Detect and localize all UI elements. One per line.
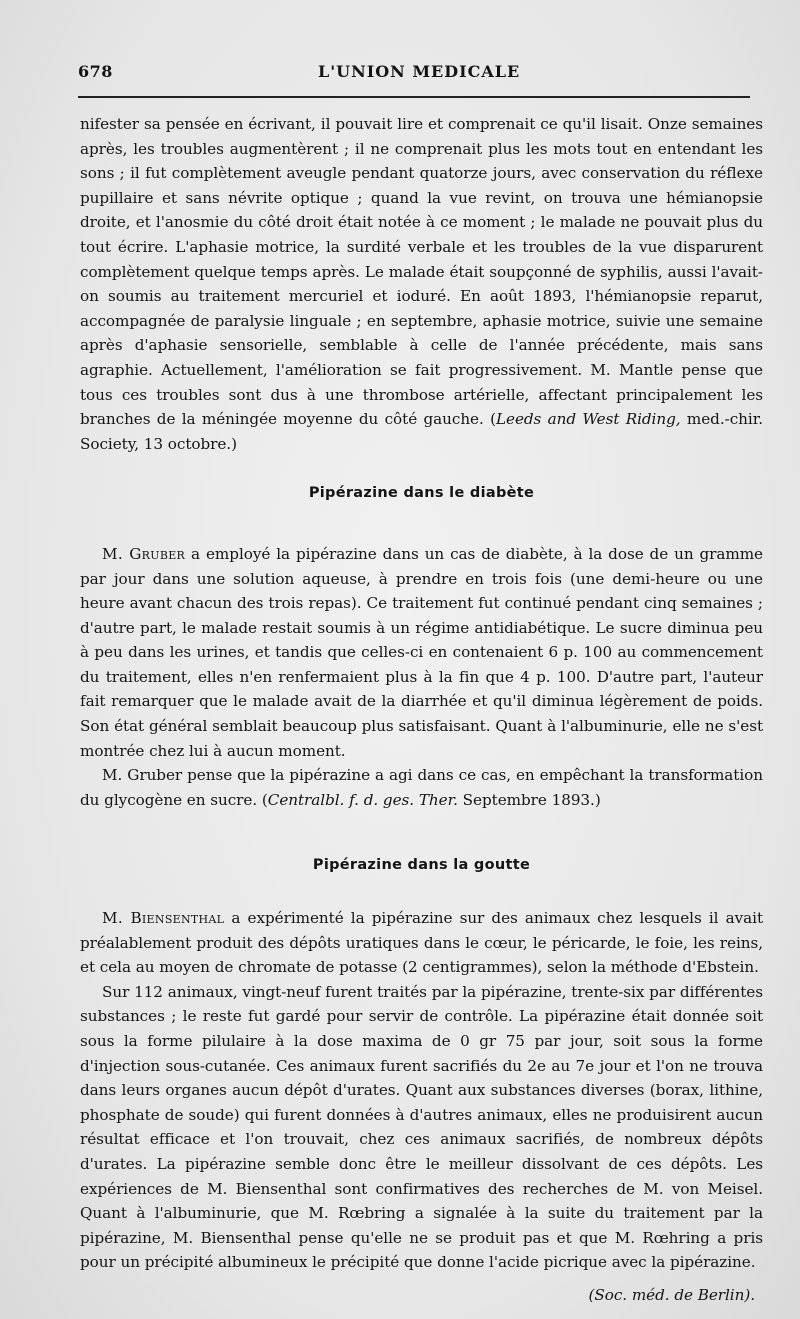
page-number: 678 [78,62,113,81]
article2-author: M. Gruber [102,544,186,563]
header-rule [78,96,750,98]
article3-paragraph-1 [80,906,763,980]
article2-paragraph-2 [80,763,763,812]
article2-text-1: a employé la pipérazine dans un cas de diabète, à la dose de un gramme par jour dans une solution aqueuse, à prendre en trois fois (une demi-heure ou une heure avant chacun des trois repas). Ce traitement fut continué pendant cinq semaines ; d'autre part, le malade restait soumis à un régime antidiabétique. Le sucre diminua peu à peu dans les urines, et tandis que celles-ci en contenaient 6 p. 100 au commencement du traitement, elles n'en renfermaient plus à la fin que 4 p. 100. D'autre part, l'auteur fait remarquer que le malade avait de la diarrhée et qu'il diminua légèrement de poids. Son état général semblait beaucoup plus satisfaisant. Quant à l'albuminurie, elle ne s'est montrée chez lui à aucun moment. [80,544,763,760]
article3-author: M. Biensenthal [102,909,225,928]
article1-citation: Leeds and West Riding, [495,410,681,429]
article1-text: nifester sa pensée en écrivant, il pouvait lire et comprenait ce qu'il lisait. Onze semaines après, les troubles augmentèrent ; il ne comprenait plus les mots tout en entendant les sons ; il fut complètement aveugle pendant quatorze jours, avec conservation du réflexe pupillaire et sans névrite optique ; quand la vue revint, on trouva une hémianopsie droite, et l'anosmie du côté droit était notée à ce moment ; le malade ne pouvait plus du tout écrire. L'aphasie motrice, la surdité verbale et les troubles de la vue disparurent complètement quelque temps après. Le malade était soupçonné de syphilis, aussi l'avait-on soumis au traitement mercuriel et ioduré. En août 1893, l'hémianopsie reparut, accompagnée de paralysie linguale ; en septembre, aphasie motrice, suivie une semaine après d'aphasie sensorielle, semblable à celle de l'année précédente, mais sans agraphie. Actuellement, l'amélioration se fait progressivement. M. Mantle pense que tous ces troubles sont dus à une thrombose artérielle, affectant principalement les branches de la méningée moyenne du côté gauche. ( [80,115,763,429]
article2-heading: Pipérazine dans le diabète [308,485,535,502]
article3-text-1: a expérimenté la pipérazine sur des animaux chez lesquels il avait préalablement produit des dépôts uratiques dans le cœur, le péricarde, le foie, les reins, et cela au moyen de chromate de potasse (2 centigrammes), selon la méthode d'Ebstein. [80,909,764,977]
page-header [78,62,750,84]
running-title: L'UNION MEDICALE [318,62,521,81]
article2-text-2-end: Septembre 1893.) [457,790,601,809]
article1-paragraph [80,112,763,456]
article2-citation: Centralbl. f. d. ges. Ther. [267,790,458,809]
article3-source: (Soc. méd. de Berlin). [588,1285,755,1304]
article3-text-2: Sur 112 animaux, vingt-neuf furent traités par la pipérazine, trente-six par différentes substances ; le reste fut gardé pour servir de contrôle. La pipérazine était donnée soit sous la forme pilulaire à la dose maxima de 0 gr 75 par jour, soit sous la forme d'injection sous-cutanée. Ces animaux furent sacrifiés du 2e au 7e jour et l'on ne trouva dans leurs organes aucun dépôt d'urates. Quant aux substances diverses (borax, lithine, phosphate de soude) qui furent données à d'autres animaux, elles ne produisirent aucun résultat efficace et l'on trouvait, chez ces animaux sacrifiés, de nombreux dépôts d'urates. La pipérazine semble donc être le meilleur dissolvant de ces dépôts. Les expériences de M. Biensenthal sont confirmatives des recherches de M. von Meisel. Quant à l'albuminurie, que M. Rœbring a signalée à la suite du traitement par la pipérazine, M. Biensenthal pense qu'elle ne se produit pas et que M. Rœhring a pris pour un précipité albumineux le précipité que donne l'acide picrique avec la pipérazine. [80,982,763,1272]
article3-paragraph-2 [80,980,763,1275]
article1-text-end: med.-chir. Society, 13 octobre.) [80,410,764,453]
article2-paragraph-1 [80,542,763,763]
page-body [80,112,763,1308]
article2-text-2: M. Gruber pense que la pipérazine a agi dans ce cas, en empêchant la transformation du glycogène en sucre. ( [80,766,763,809]
article3-heading: Pipérazine dans la goutte [312,857,531,874]
